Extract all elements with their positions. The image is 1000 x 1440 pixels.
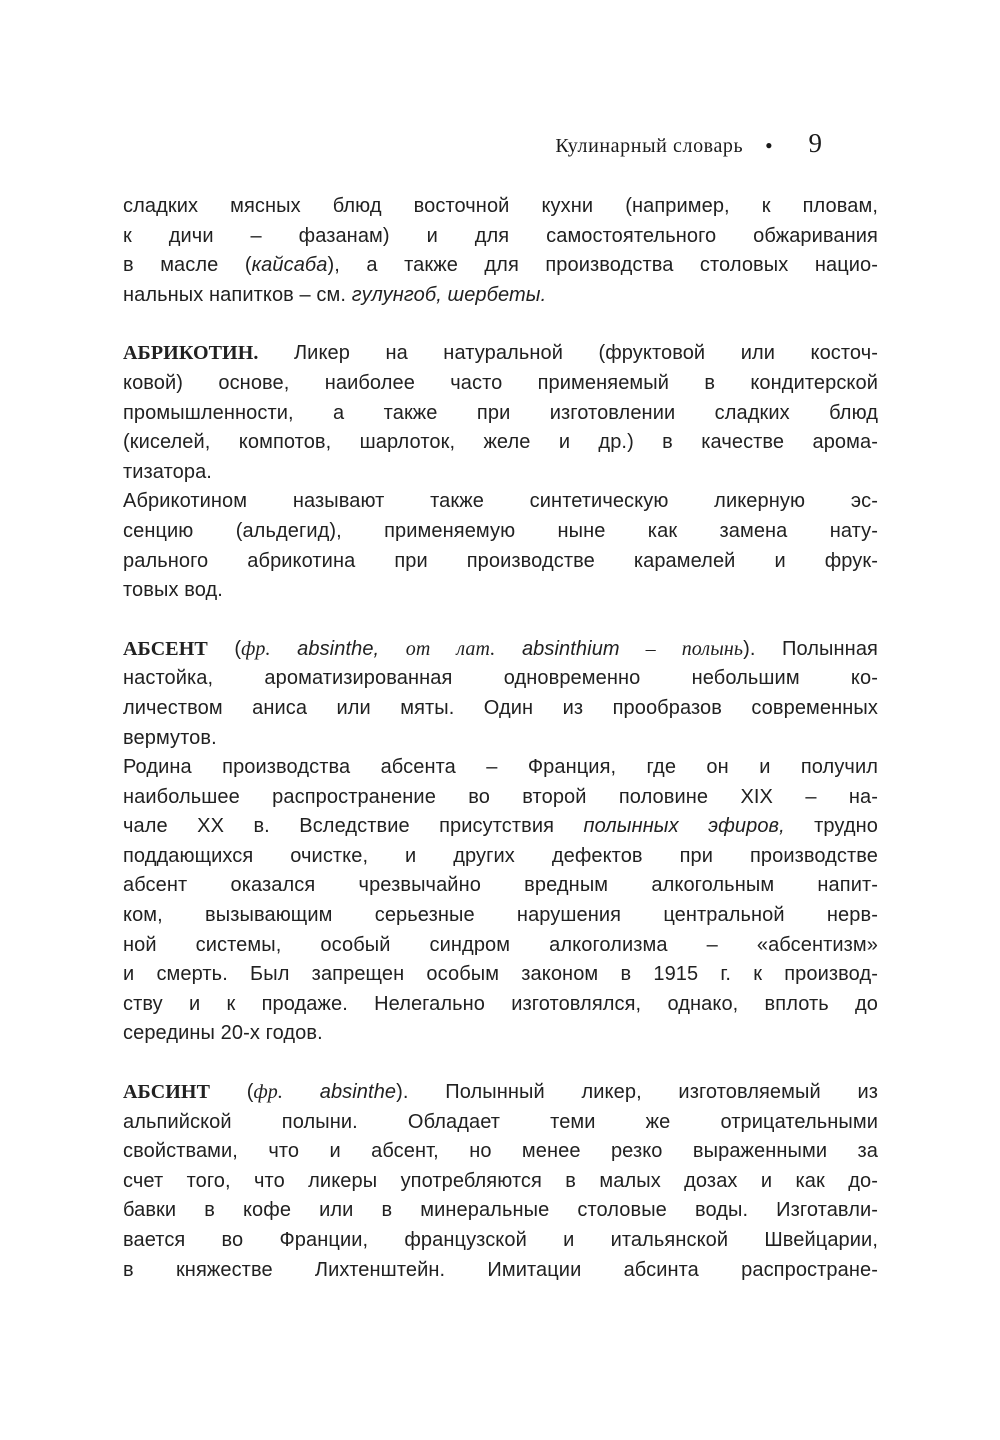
text-line <box>123 990 878 1020</box>
text-run: альпийской полыни. Обладает теми же отрицательными <box>123 1110 878 1133</box>
text-run: ству и к продаже. Нелегально изготовлялся, однако, вплоть до <box>123 992 878 1015</box>
text-line <box>123 694 878 724</box>
text-run: absinthium <box>521 637 620 660</box>
text-run: рального абрикотина при производстве карамелей и фрук- <box>123 549 878 572</box>
text-run: absinthe, <box>297 637 380 660</box>
text-line <box>123 871 878 901</box>
text-line <box>123 192 878 222</box>
text-run: ком, вызывающим серьезные нарушения центральной нерв- <box>123 904 878 927</box>
text-run: и смерть. Был запрещен особым законом в 1915 г. к производ- <box>123 963 878 986</box>
text-line <box>123 753 878 783</box>
text-line <box>123 399 878 429</box>
text-run <box>379 638 406 660</box>
text-run: вается во Франции, французской и итальянской Швейцарии, <box>123 1229 878 1251</box>
text-line <box>123 369 878 399</box>
text-run: ( <box>207 637 242 660</box>
text-line <box>123 1196 878 1226</box>
text-run: в масле ( <box>123 254 252 277</box>
text-run: сенцию (альдегид), применяемую ныне как замена нату- <box>123 519 878 542</box>
text-line <box>123 281 878 311</box>
text-run: бавки в кофе или в минеральные столовые воды. Изготавли- <box>123 1199 878 1222</box>
text-line <box>123 576 878 606</box>
text-run: ), а также для производства столовых нацио- <box>327 254 879 277</box>
text-run: кайсаба <box>251 254 328 277</box>
text-run: поддающихся очистке, и других дефектов при производстве <box>123 844 878 867</box>
text-run: вермутов. <box>123 726 217 749</box>
text-line <box>123 1019 878 1049</box>
text-line <box>123 931 878 961</box>
text-run: absinthe <box>319 1081 397 1104</box>
text-line <box>123 960 878 990</box>
text-run: личеством аниса или мяты. Один из прообразов современных <box>123 696 878 719</box>
text-run: ). Полынная <box>743 637 878 660</box>
text-run: ( <box>210 1081 254 1104</box>
text-line <box>123 251 878 281</box>
text-run: промышленности, а также при изготовлении сладких блюд <box>123 401 878 424</box>
text-line <box>123 1167 878 1197</box>
text-run: в княжестве Лихтенштейн. Имитации абсинта распростране- <box>123 1258 878 1281</box>
paragraph <box>123 192 878 310</box>
text-line <box>123 812 878 842</box>
text-line <box>123 842 878 872</box>
text-run: товых вод. <box>123 579 223 602</box>
text-line <box>123 547 878 577</box>
text-run: свойствами, что и абсент, но менее резко выраженными за <box>123 1140 878 1163</box>
text-run: середины 20-х годов. <box>123 1022 323 1045</box>
text-run: ной системы, особый синдром алкоголизма – «абсентизм» <box>123 933 878 956</box>
text-line <box>123 1226 878 1256</box>
text-run: фр. <box>241 637 271 660</box>
text-run: ). Полынный ликер, изготовляемый из <box>396 1081 878 1104</box>
text-line <box>123 783 878 813</box>
text-run: полынных эфиров, <box>583 815 785 838</box>
text-run <box>495 638 522 660</box>
text-run: сладких мясных блюд восточной кухни (например, к пловам, <box>123 195 878 217</box>
running-head-title: Кулинарный словарь <box>555 135 744 157</box>
text-run: к дичи – фазанам) и для самостоятельного обжаривания <box>123 224 878 247</box>
text-run: Абрикотином называют также синтетическую ликерную эс- <box>123 490 878 513</box>
text-run <box>271 638 298 660</box>
paragraph <box>123 635 878 1049</box>
text-run: счет того, что ликеры употребляются в малых дозах и как до- <box>123 1169 878 1192</box>
text-run: – полынь <box>619 637 744 660</box>
text-run: чале XX в. Вследствие присутствия <box>123 815 584 838</box>
text-line <box>123 487 878 517</box>
text-line <box>123 635 878 665</box>
text-line <box>123 724 878 754</box>
page-number: 9 <box>808 128 822 158</box>
text-line <box>123 901 878 931</box>
text-line <box>123 1137 878 1167</box>
text-run: наибольшее распространение во второй половине XIX – на- <box>123 785 878 808</box>
text-run: от лат. <box>405 637 496 660</box>
text-run: настойка, ароматизированная одновременно небольшим ко- <box>123 667 878 690</box>
text-line <box>123 458 878 488</box>
headword: АБРИКОТИН. <box>123 342 259 365</box>
text-line <box>123 428 878 458</box>
text-line <box>123 339 878 369</box>
text-line <box>123 222 878 252</box>
bullet-separator-icon: ● <box>765 138 773 152</box>
text-line <box>123 664 878 694</box>
text-run: гулунгоб, шербеты. <box>351 283 547 306</box>
text-run: ковой) основе, наиболее часто применяемый в кондитерской <box>123 371 878 394</box>
text-run: трудно <box>784 815 879 838</box>
text-line <box>123 1256 878 1286</box>
text-run: нальных напитков – см. <box>123 283 352 306</box>
headword: АБСИНТ <box>123 1081 211 1104</box>
text-line <box>123 517 878 547</box>
text-run <box>283 1081 320 1103</box>
paragraph <box>123 1078 878 1285</box>
text-run: абсент оказался чрезвычайно вредным алкогольным напит- <box>123 874 878 897</box>
paragraph <box>123 339 878 605</box>
text-run: (киселей, компотов, шарлоток, желе и др.) в качестве арома- <box>123 431 878 454</box>
running-head <box>555 128 822 159</box>
text-line <box>123 1108 878 1138</box>
text-run: тизатора. <box>123 460 212 483</box>
text-run: Ликер на натуральной (фруктовой или косточ- <box>258 342 878 365</box>
text-run: Родина производства абсента – Франция, где он и получил <box>123 756 878 779</box>
text-run: фр. <box>253 1081 283 1104</box>
text-line <box>123 1078 878 1108</box>
text-column <box>123 192 878 1285</box>
headword: АБСЕНТ <box>123 637 208 660</box>
